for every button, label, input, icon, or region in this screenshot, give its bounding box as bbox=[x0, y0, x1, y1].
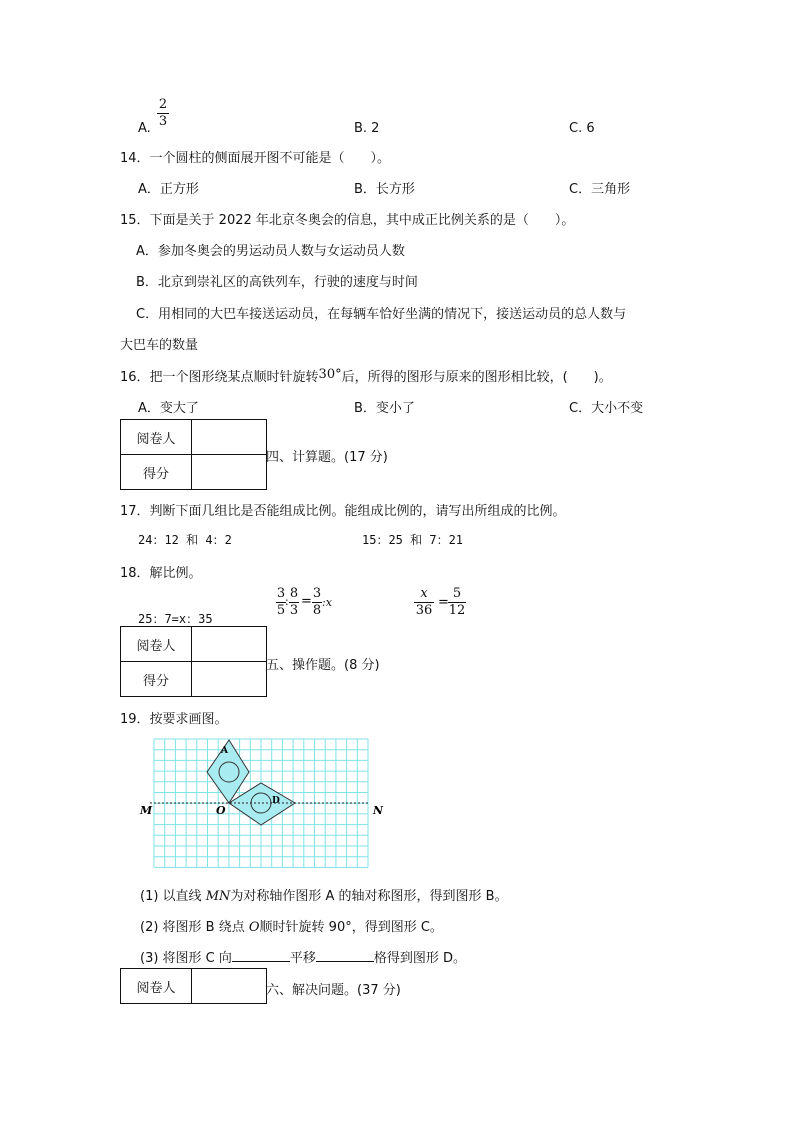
q17-pair1: 24：12 和 4：2 bbox=[138, 533, 232, 547]
section4-title: 四、计算题。(17 分) bbox=[266, 450, 388, 465]
q15-option-b: B．北京到崇礼区的高铁列车，行驶的速度与时间 bbox=[136, 275, 418, 290]
score-table-section6 bbox=[120, 968, 267, 1004]
section6-title: 六、解决问题。(37 分) bbox=[266, 983, 401, 998]
q18-eq2-frac3-den: 8 bbox=[312, 603, 322, 618]
q13-option-b: B. 2 bbox=[354, 121, 380, 136]
q14-stem: 14．一个圆柱的侧面展开图不可能是（ ）。 bbox=[120, 151, 391, 166]
q19-step1 bbox=[140, 885, 508, 904]
q18-eq3-equals: = bbox=[438, 595, 449, 610]
q18-equation1: 25：7=x：35 bbox=[138, 612, 213, 626]
q17-pair2: 15：25 和 7：21 bbox=[362, 533, 464, 547]
q16-stem-pre: 16．把一个图形绕某点顺时针旋转 bbox=[120, 370, 319, 385]
q18-eq2-frac3-num: 3 bbox=[312, 586, 322, 601]
q19-step2-var: O bbox=[248, 920, 260, 935]
q18-eq3-num: x bbox=[420, 586, 428, 601]
q16-option-a: A．变大了 bbox=[138, 401, 199, 416]
q15-stem: 15．下面是关于 2022 年北京冬奥会的信息，其中成正比例关系的是（ ）。 bbox=[120, 213, 575, 228]
q19-step2 bbox=[140, 916, 443, 935]
q19-step3 bbox=[140, 947, 466, 966]
reviewer-label: 阅卷人 bbox=[121, 627, 192, 662]
q19-step1-pre: (1) 以直线 bbox=[140, 889, 206, 904]
q19-step3-b: 平移 bbox=[289, 951, 316, 966]
q18-eq2-frac1-den: 5 bbox=[276, 603, 286, 618]
q19-step1-post: 为对称轴作图形 A 的轴对称图形，得到图形 B。 bbox=[230, 889, 508, 904]
q16-option-b: B．变小了 bbox=[354, 401, 415, 416]
q14-option-c: C．三角形 bbox=[569, 182, 631, 197]
q18-eq3-frac1 bbox=[414, 587, 434, 618]
score-table-section5 bbox=[120, 626, 267, 697]
reviewer-blank[interactable] bbox=[192, 627, 267, 662]
q18-eq3-frac2-den: 12 bbox=[448, 603, 466, 618]
q15-option-c-line1: C．用相同的大巴车接送运动员，在每辆车恰好坐满的情况下，接送运动员的总人数与 bbox=[136, 307, 627, 322]
q19-step2-pre: (2) 将图形 B 绕点 bbox=[140, 920, 249, 935]
q13-option-a-fraction bbox=[157, 98, 169, 129]
q18-stem: 18．解比例。 bbox=[120, 566, 202, 581]
reviewer-label: 阅卷人 bbox=[121, 420, 192, 455]
q19-grid-figure bbox=[138, 735, 388, 873]
q18-eq3-frac2 bbox=[448, 587, 466, 618]
q18-eq3-den: 36 bbox=[415, 603, 433, 618]
q13-option-c: C. 6 bbox=[569, 121, 595, 136]
q19-stem: 19．按要求画图。 bbox=[120, 712, 228, 727]
reviewer-blank[interactable] bbox=[192, 420, 267, 455]
reviewer-label: 阅卷人 bbox=[121, 969, 192, 1004]
score-table-section4 bbox=[120, 419, 267, 490]
score-label: 得分 bbox=[121, 662, 192, 697]
label-m: M bbox=[140, 804, 153, 817]
q14-option-b: B．长方形 bbox=[354, 182, 415, 197]
q18-eq2-frac2-den: 3 bbox=[289, 603, 299, 618]
score-blank[interactable] bbox=[192, 455, 267, 490]
q15-option-c-line2: 大巴车的数量 bbox=[120, 338, 199, 353]
q19-step3-c: 格得到图形 D。 bbox=[373, 951, 467, 966]
q13-option-a-label: A. bbox=[138, 121, 151, 136]
q19-step1-var: MN bbox=[205, 889, 231, 904]
label-o: O bbox=[216, 804, 226, 817]
q18-eq2-frac1-num: 3 bbox=[276, 586, 286, 601]
q16-stem bbox=[120, 366, 612, 385]
q18-eq2-var: :x bbox=[322, 596, 332, 609]
q17-stem: 17．判断下面几组比是否能组成比例。能组成比例的，请写出所组成的比例。 bbox=[120, 504, 566, 519]
label-n: N bbox=[373, 804, 384, 817]
q13-option-a-numerator: 2 bbox=[158, 97, 168, 112]
section5-title: 五、操作题。(8 分) bbox=[266, 658, 380, 673]
score-blank[interactable] bbox=[192, 662, 267, 697]
q18-eq2-frac3 bbox=[312, 587, 322, 618]
q13-option-a-denominator: 3 bbox=[158, 114, 168, 129]
q19-step3-blank2[interactable] bbox=[316, 949, 374, 962]
q18-eq2-equals: = bbox=[301, 594, 312, 609]
q18-eq2-frac2 bbox=[289, 587, 299, 618]
q15-option-a: A．参加冬奥会的男运动员人数与女运动员人数 bbox=[136, 244, 405, 259]
q19-step3-blank1[interactable] bbox=[232, 949, 290, 962]
q18-eq2-colon: : bbox=[285, 595, 289, 608]
q19-step2-post: 顺时针旋转 90°，得到图形 C。 bbox=[259, 920, 443, 935]
q16-stem-post: 后，所得的图形与原来的图形相比较，( )。 bbox=[341, 370, 612, 385]
q16-angle: 30° bbox=[318, 367, 342, 382]
label-d: D bbox=[272, 796, 280, 806]
q18-eq3-frac2-num: 5 bbox=[452, 586, 462, 601]
shape-d-rhombus bbox=[229, 783, 295, 825]
score-label: 得分 bbox=[121, 455, 192, 490]
q19-step3-a: (3) 将图形 C 向 bbox=[140, 951, 232, 966]
q18-eq2-frac2-num: 8 bbox=[289, 586, 299, 601]
reviewer-blank[interactable] bbox=[192, 969, 267, 1004]
q14-option-a: A．正方形 bbox=[138, 182, 199, 197]
q16-option-c: C．大小不变 bbox=[569, 401, 644, 416]
label-a: A bbox=[221, 746, 228, 756]
